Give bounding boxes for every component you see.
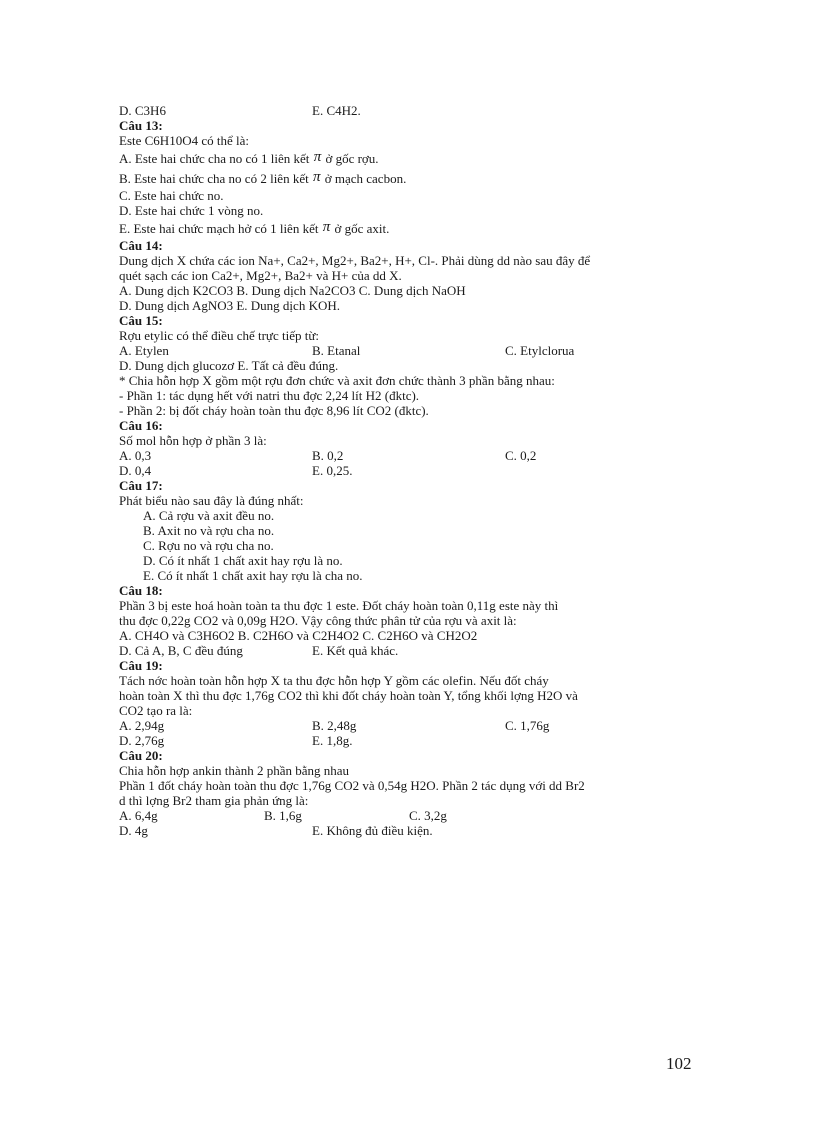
q15-option-b: B. Etanal	[312, 343, 361, 358]
q14-label: Câu 14:	[119, 238, 163, 253]
q15-options-abc	[119, 343, 719, 358]
q13-option-b: B. Este hai chức cha no có 2 liên kết π ở mạch cacbon.	[119, 169, 407, 186]
pi-symbol: π	[322, 219, 331, 235]
q13-option-c: C. Este hai chức no.	[119, 188, 224, 203]
q16-option-e: E. 0,25.	[312, 463, 353, 478]
q15-option-a: A. Etylen	[119, 343, 169, 358]
q15-option-c: C. Etylclorua	[505, 343, 575, 358]
q13-option-d: D. Este hai chức 1 vòng no.	[119, 203, 264, 218]
q16-label: Câu 16:	[119, 418, 163, 433]
pi-symbol: π	[312, 169, 321, 185]
q14-stem-2: quét sạch các ion Ca2+, Mg2+, Ba2+ và H+ của dd X.	[119, 268, 402, 283]
q13-stem: Este C6H10O4 có thể là:	[119, 133, 249, 148]
q19-label: Câu 19:	[119, 658, 163, 673]
q17-label: Câu 17:	[119, 478, 163, 493]
q20-options-abc	[119, 808, 719, 823]
q16-option-d: D. 0,4	[119, 463, 152, 478]
q18-stem-2: thu đợc 0,22g CO2 và 0,09g H2O. Vậy công thức phân tử của rợu và axit là:	[119, 613, 517, 628]
q19-options-abc	[119, 718, 719, 733]
q17-option-d: D. Có ít nhất 1 chất axit hay rợu là no.	[143, 553, 343, 568]
q18-option-d: D. Cả A, B, C đều đúng	[119, 643, 243, 658]
q20-option-b: B. 1,6g	[264, 808, 302, 823]
q12-option-e: E. C4H2.	[312, 103, 361, 118]
q16-options-de	[119, 463, 719, 478]
q12-option-d: D. C3H6	[119, 103, 166, 118]
q20-stem-3: d thì lợng Br2 tham gia phản ứng là:	[119, 793, 309, 808]
q20-option-c: C. 3,2g	[409, 808, 447, 823]
q18-label: Câu 18:	[119, 583, 163, 598]
q19-option-b: B. 2,48g	[312, 718, 357, 733]
q20-option-d: D. 4g	[119, 823, 148, 838]
q16-option-a: A. 0,3	[119, 448, 152, 463]
q17-option-b: B. Axit no và rợu cha no.	[143, 523, 275, 538]
q16-option-b: B. 0,2	[312, 448, 344, 463]
q18-options-de	[119, 643, 719, 658]
q20-stem-2: Phần 1 đốt cháy hoàn toàn thu đợc 1,76g CO2 và 0,54g H2O. Phần 2 tác dụng với dd Br2	[119, 778, 585, 793]
q16-options-abc	[119, 448, 719, 463]
q20-stem-1: Chia hỗn hợp ankin thành 2 phần bằng nhau	[119, 763, 350, 778]
q13-option-e: E. Este hai chức mạch hở có 1 liên kết π ở gốc axit.	[119, 219, 390, 236]
q12-options	[119, 103, 719, 118]
q16-option-c: C. 0,2	[505, 448, 537, 463]
shared-preamble-1: * Chia hỗn hợp X gồm một rợu đơn chức và axit đơn chức thành 3 phần bằng nhau:	[119, 373, 555, 388]
q15-label: Câu 15:	[119, 313, 163, 328]
q19-option-c: C. 1,76g	[505, 718, 550, 733]
q16-stem: Số mol hỗn hợp ở phần 3 là:	[119, 433, 267, 448]
pi-symbol: π	[313, 149, 322, 165]
q13-option-a: A. Este hai chức cha no có 1 liên kết π ở gốc rợu.	[119, 149, 379, 166]
q19-stem-1: Tách nớc hoàn toàn hỗn hợp X ta thu đợc hỗn hợp Y gồm các olefin. Nếu đốt cháy	[119, 673, 549, 688]
q14-stem-1: Dung dịch X chứa các ion Na+, Ca2+, Mg2+, Ba2+, H+, Cl-. Phải dùng dd nào sau đây để	[119, 253, 591, 268]
q14-options-de: D. Dung dịch AgNO3 E. Dung dịch KOH.	[119, 298, 340, 313]
document-page	[119, 103, 719, 838]
q17-option-e: E. Có ít nhất 1 chất axit hay rợu là cha no.	[143, 568, 363, 583]
q20-option-e: E. Không đủ điều kiện.	[312, 823, 433, 838]
q19-option-a: A. 2,94g	[119, 718, 165, 733]
q19-options-de	[119, 733, 719, 748]
q20-options-de	[119, 823, 719, 838]
q18-option-e: E. Kết quả khác.	[312, 643, 399, 658]
q17-option-a: A. Cả rợu và axit đều no.	[143, 508, 275, 523]
q19-option-d: D. 2,76g	[119, 733, 165, 748]
q18-stem-1: Phần 3 bị este hoá hoàn toàn ta thu đợc 1 este. Đốt cháy hoàn toàn 0,11g este này thì	[119, 598, 559, 613]
q14-options-abc: A. Dung dịch K2CO3 B. Dung dịch Na2CO3 C. Dung dịch NaOH	[119, 283, 466, 298]
q13-label: Câu 13:	[119, 118, 163, 133]
q19-option-e: E. 1,8g.	[312, 733, 353, 748]
q19-stem-2: hoàn toàn X thì thu đợc 1,76g CO2 thì khi đốt cháy hoàn toàn Y, tổng khối lợng H2O và	[119, 688, 578, 703]
q19-stem-3: CO2 tạo ra là:	[119, 703, 193, 718]
q18-options-abc: A. CH4O và C3H6O2 B. C2H6O và C2H4O2 C. C2H6O và CH2O2	[119, 628, 478, 643]
shared-preamble-2: - Phần 1: tác dụng hết với natri thu đợc 2,24 lít H2 (đktc).	[119, 388, 420, 403]
shared-preamble-3: - Phần 2: bị đốt cháy hoàn toàn thu đợc 8,96 lít CO2 (đktc).	[119, 403, 429, 418]
q17-option-c: C. Rợu no và rợu cha no.	[143, 538, 274, 553]
q20-option-a: A. 6,4g	[119, 808, 158, 823]
page-number: 102	[666, 1054, 692, 1073]
q15-stem: Rợu etylic có thể điều chế trực tiếp từ:	[119, 328, 320, 343]
q17-stem: Phát biểu nào sau đây là đúng nhất:	[119, 493, 304, 508]
q15-options-de: D. Dung dịch glucozơ E. Tất cả đều đúng.	[119, 358, 339, 373]
q20-label: Câu 20:	[119, 748, 163, 763]
